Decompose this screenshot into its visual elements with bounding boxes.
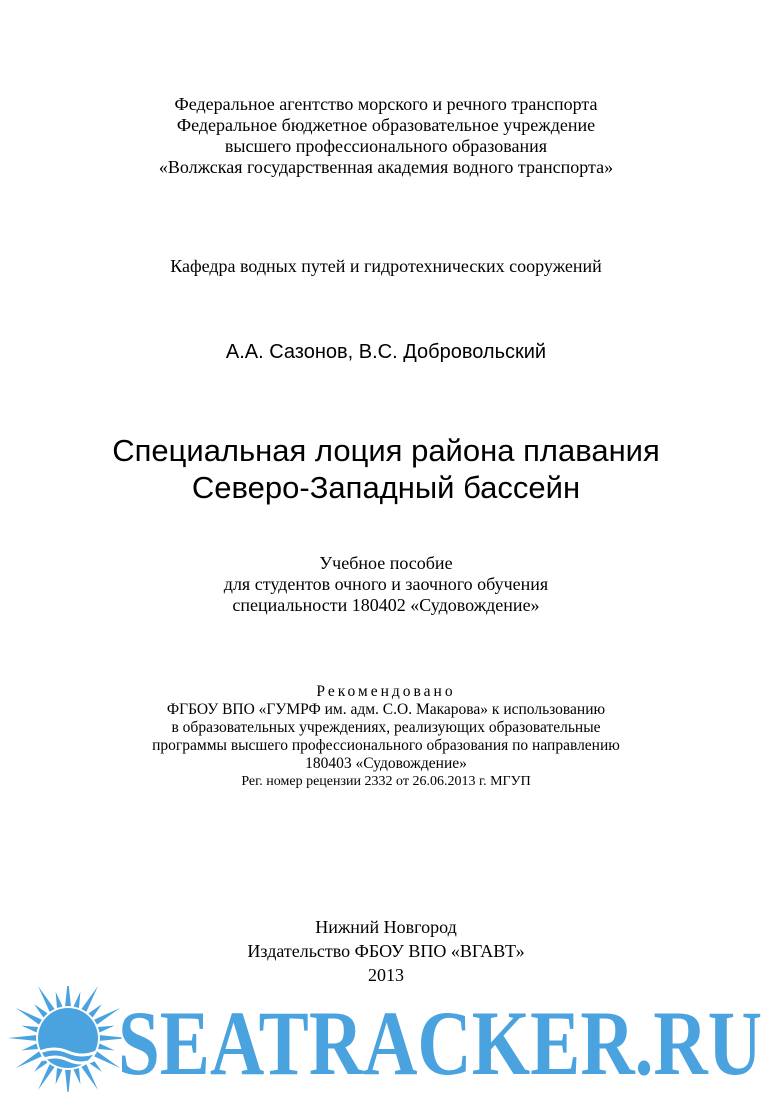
sun-ray [98, 1044, 114, 1051]
description-line: Учебное пособие [319, 553, 453, 573]
sun-logo-icon [8, 986, 128, 1092]
sun-ray [89, 1004, 102, 1017]
sun-ray [38, 986, 55, 1012]
recommendation-line: ФГБОУ ВПО «ГУМРФ им. адм. С.О. Макарова» к использованию [166, 701, 606, 718]
book-subtitle: Северо-Западный бассейн [191, 470, 581, 505]
sun-ray [98, 1026, 114, 1033]
sun-ray [16, 1051, 42, 1068]
description-line: для студентов очного и заочного обучения [223, 574, 549, 594]
imprint-block [0, 915, 772, 987]
sun-ray [74, 992, 81, 1008]
department: Кафедра водных путей и гидротехнических сооружений [170, 256, 602, 276]
book-title: Специальная лоция района плавания [112, 433, 660, 468]
sun-ray [16, 1008, 42, 1025]
institution-line: Федеральное агентство морского и речного транспорта [174, 94, 598, 114]
description-line: специальности 180402 «Судовождение» [232, 595, 540, 615]
sun-ray [34, 1059, 47, 1072]
institution-line: «Волжская государственная академия водного транспорта» [158, 157, 614, 177]
description-block [0, 553, 772, 616]
watermark-text: SEATRACKER.RU [118, 992, 762, 1092]
sun-ray [8, 1035, 36, 1041]
sun-ray [56, 1068, 63, 1084]
recommendation-line: 180403 «Судовождение» [305, 755, 467, 772]
sun-ray [81, 1064, 98, 1090]
imprint-city: Нижний Новгород [315, 917, 457, 937]
imprint-publisher: Издательство ФБОУ ВПО «ВГАВТ» [247, 941, 525, 961]
sun-ray [38, 1064, 55, 1090]
sun-ray [34, 1004, 47, 1017]
recommendation-block [0, 683, 772, 791]
recommendation-line: программы высшего профессионального образования по направлению [152, 737, 620, 754]
sun-ray [65, 986, 71, 1006]
sun-ray [94, 1051, 120, 1068]
sun-ray [94, 1008, 120, 1025]
registration-number: Рег. номер рецензии 2332 от 26.06.2013 г. МГУП [241, 774, 531, 789]
institution-line: Федеральное бюджетное образовательное учреждение [176, 115, 596, 135]
recommendation-heading: Рекомендовано [316, 683, 456, 700]
sun-ray [81, 986, 98, 1012]
sun-ray [22, 1044, 38, 1051]
authors: А.А. Сазонов, В.С. Добровольский [225, 341, 547, 363]
sun-ray [74, 1068, 81, 1084]
watermark [0, 986, 772, 1092]
institution-block [0, 94, 772, 178]
imprint-year: 2013 [368, 965, 404, 985]
sun-ray [56, 992, 63, 1008]
title-block [0, 432, 772, 506]
sun-ray [22, 1026, 38, 1033]
institution-line: высшего профессионального образования [224, 136, 548, 156]
recommendation-line: в образовательных учреждениях, реализующих образовательные [171, 719, 601, 736]
sun-ray [65, 1070, 71, 1092]
